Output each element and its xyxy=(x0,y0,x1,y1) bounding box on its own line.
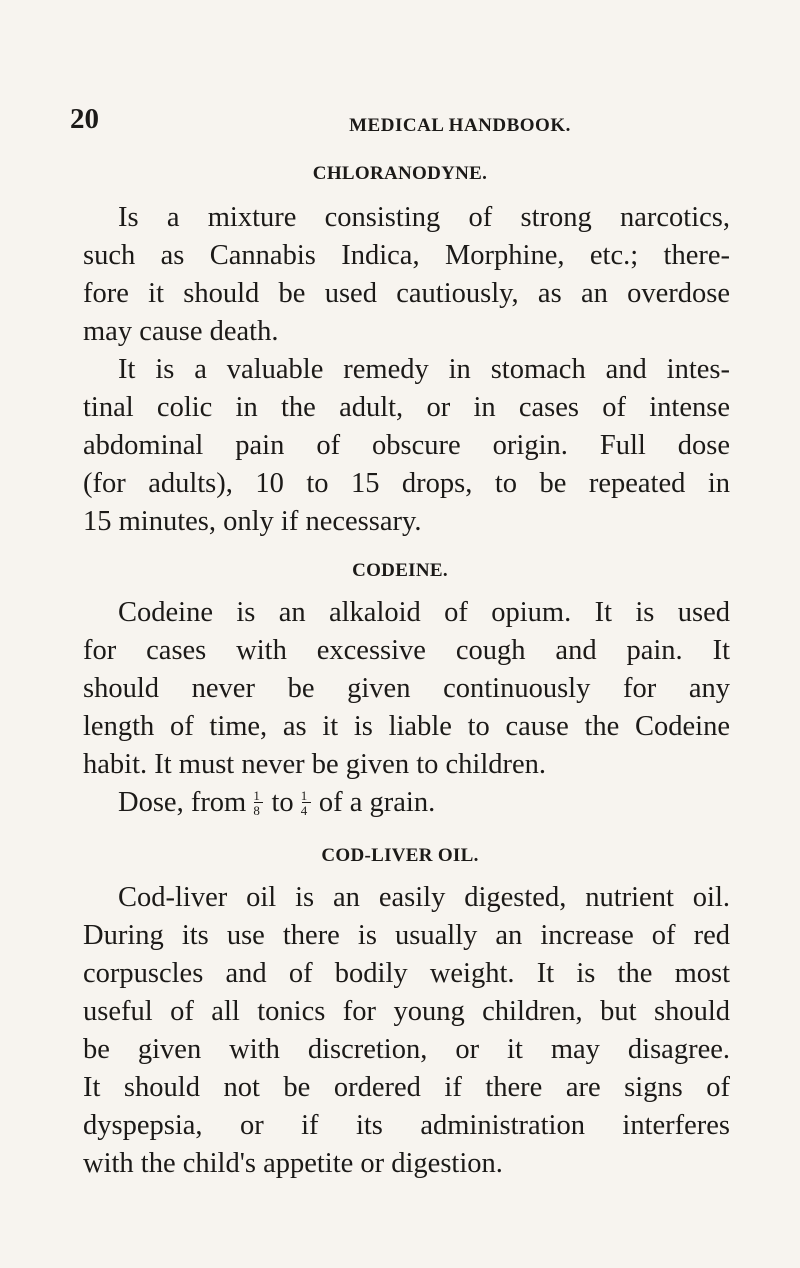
text-line: It should not be ordered if there are signs of xyxy=(83,1072,730,1103)
text-line: Cod-liver oil is an easily digested, nutrient oil. xyxy=(118,882,730,913)
text-line: should never be given continuously for any xyxy=(83,673,730,704)
text-line: habit. It must never be given to children. xyxy=(83,749,546,780)
text-line: (for adults), 10 to 15 drops, to be repeated in xyxy=(83,468,730,499)
text-line: dyspepsia, or if its administration interferes xyxy=(83,1110,730,1141)
dose-line xyxy=(118,783,730,823)
text-line: tinal colic in the adult, or in cases of intense xyxy=(83,392,730,423)
running-title: MEDICAL HANDBOOK. xyxy=(349,115,571,136)
text-line: useful of all tonics for young children, but should xyxy=(83,996,730,1027)
running-head xyxy=(70,103,730,143)
text-line: Codeine is an alkaloid of opium. It is used xyxy=(118,597,730,628)
text-line: During its use there is usually an increase of red xyxy=(83,920,730,951)
text-line: such as Cannabis Indica, Morphine, etc.; there- xyxy=(83,240,730,271)
dose-suffix: of a grain. xyxy=(318,787,436,818)
text-line: corpuscles and of bodily weight. It is the most xyxy=(83,958,730,989)
dose-prefix: Dose, from xyxy=(118,787,247,818)
fraction-numerator: 1 xyxy=(253,788,260,803)
page-number: 20 xyxy=(70,103,99,135)
text-line: be given with discretion, or it may disagree. xyxy=(83,1034,730,1065)
fraction-denominator: 8 xyxy=(253,803,260,818)
text-line: It is a valuable remedy in stomach and intes- xyxy=(118,354,730,385)
text-line: with the child's appetite or digestion. xyxy=(83,1148,503,1179)
text-line: abdominal pain of obscure origin. Full dose xyxy=(83,430,730,461)
section-heading-cod-liver-oil: COD-LIVER OIL. xyxy=(321,845,479,866)
text-line: length of time, as it is liable to cause the Codeine xyxy=(83,711,730,742)
section-heading-chloranodyne: CHLORANODYNE. xyxy=(312,163,488,184)
text-line: 15 minutes, only if necessary. xyxy=(83,506,422,537)
dose-middle: to xyxy=(271,787,294,818)
text-line: fore it should be used cautiously, as an overdose xyxy=(83,278,730,309)
section-heading-codeine: CODEINE. xyxy=(352,560,448,581)
fraction-one-eighth xyxy=(253,789,264,817)
fraction-denominator: 4 xyxy=(300,803,308,818)
fraction-one-quarter xyxy=(301,789,312,817)
text-line: may cause death. xyxy=(83,316,279,347)
fraction-numerator: 1 xyxy=(300,788,308,803)
text-line: for cases with excessive cough and pain. It xyxy=(83,635,730,666)
text-line: Is a mixture consisting of strong narcotics, xyxy=(118,202,730,233)
